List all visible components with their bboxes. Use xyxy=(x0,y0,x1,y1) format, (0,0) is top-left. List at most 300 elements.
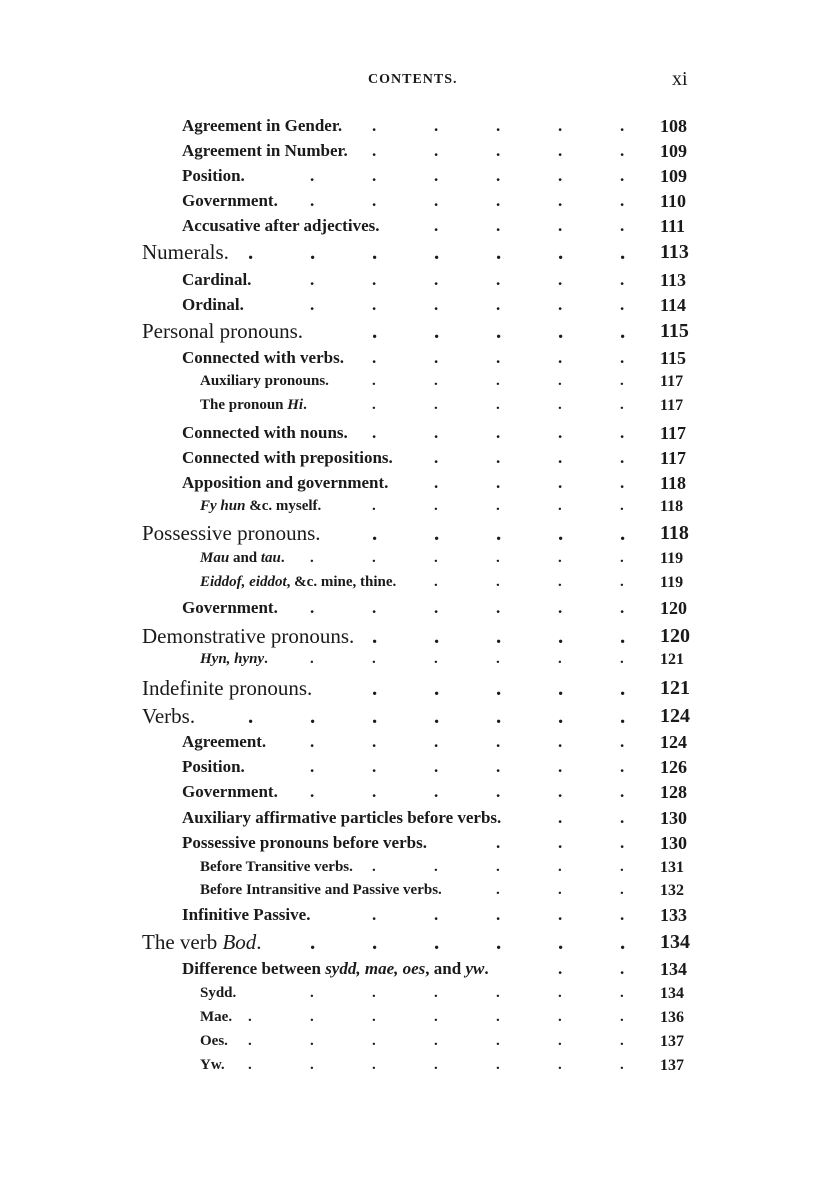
toc-entry-title-text: Before Transitive verbs. xyxy=(200,859,353,875)
toc-entry-title-italic: Fy hun xyxy=(200,498,246,514)
leader-dot: . xyxy=(496,986,500,1001)
leader-dot: . xyxy=(620,733,625,750)
leader-dot: . xyxy=(558,142,563,159)
toc-entry-title-text: Agreement. xyxy=(182,732,267,751)
leader-dot: . xyxy=(620,809,625,826)
toc-entry-title xyxy=(142,626,354,647)
toc-entry-title-italic: Hyn, hyny xyxy=(200,651,265,667)
toc-entry-title xyxy=(182,758,245,775)
leader-dot: . xyxy=(620,296,625,313)
leader-dot: . xyxy=(496,626,502,647)
leader-dot: . xyxy=(310,733,315,750)
leader-dot: . xyxy=(558,449,563,466)
toc-entry-page-number: 119 xyxy=(660,550,684,567)
leader-dot: . xyxy=(496,499,500,514)
leader-dot: . xyxy=(558,678,564,699)
leader-dot: . xyxy=(434,1034,438,1049)
leader-dot: . xyxy=(372,271,377,288)
leader-dot: . xyxy=(310,192,315,209)
leader-dot: . xyxy=(310,1034,314,1049)
leader-dot: . xyxy=(434,117,439,134)
leader-dot: . xyxy=(434,932,440,953)
leader-dot: . xyxy=(372,783,377,800)
toc-entry-title xyxy=(182,349,344,366)
toc-entry-title-text: Connected with prepositions. xyxy=(182,448,393,467)
leader-dot: . xyxy=(372,242,378,263)
leader-dot: . xyxy=(620,599,625,616)
leader-dot: . xyxy=(558,883,562,898)
toc-entry-page-number: 136 xyxy=(660,1009,684,1026)
leader-dot: . xyxy=(558,960,563,977)
toc-entry-title-italic: Eiddof, eiddot xyxy=(200,574,287,590)
leader-dot: . xyxy=(620,192,625,209)
leader-dot: . xyxy=(434,449,439,466)
leader-dot: . xyxy=(558,758,563,775)
toc-entry-title xyxy=(142,706,195,727)
toc-entry-title-text: Connected with nouns. xyxy=(182,423,348,442)
leader-dot: . xyxy=(372,296,377,313)
leader-dot: . xyxy=(620,575,624,590)
toc-entry-title xyxy=(200,1034,228,1049)
leader-dot: . xyxy=(248,1058,252,1073)
toc-entry-page-number: 109 xyxy=(660,141,687,161)
leader-dot: . xyxy=(496,117,501,134)
leader-dot: . xyxy=(372,626,378,647)
toc-entry-title xyxy=(182,449,393,466)
toc-entry-title xyxy=(142,932,262,953)
leader-dot: . xyxy=(620,271,625,288)
leader-dot: . xyxy=(372,349,377,366)
leader-dot: . xyxy=(496,374,500,389)
toc-entry-title-text: Possessive pronouns. xyxy=(142,521,321,545)
toc-entry-page-number: 128 xyxy=(660,782,687,802)
toc-entry-page-number: 118 xyxy=(660,498,684,515)
toc-entry-title-text: Government. xyxy=(182,598,278,617)
leader-dot: . xyxy=(372,499,376,514)
leader-dot: . xyxy=(496,551,500,566)
leader-dot: . xyxy=(496,192,501,209)
toc-entry-title xyxy=(182,783,278,800)
leader-dot: . xyxy=(496,1010,500,1025)
toc-entry-page-number: 130 xyxy=(660,808,687,828)
toc-entry-title xyxy=(182,906,310,923)
toc-entry-page-number: 117 xyxy=(660,448,687,468)
toc-entry-page-number: 117 xyxy=(660,373,684,390)
toc-entry-page-number: 137 xyxy=(660,1057,684,1074)
leader-dot: . xyxy=(372,678,378,699)
leader-dot: . xyxy=(496,575,500,590)
leader-dot: . xyxy=(558,523,564,544)
toc-entry-page-number: 113 xyxy=(660,241,689,263)
leader-dot: . xyxy=(620,523,626,544)
leader-dot: . xyxy=(496,271,501,288)
leader-dot: . xyxy=(620,678,626,699)
leader-dot: . xyxy=(434,1058,438,1073)
leader-dot: . xyxy=(620,117,625,134)
leader-dot: . xyxy=(558,652,562,667)
toc-entry-page-number: 124 xyxy=(660,732,687,752)
toc-entry-title-text: Agreement in Gender. xyxy=(182,116,343,135)
toc-entry-page-number: 118 xyxy=(660,522,689,544)
leader-dot: . xyxy=(434,296,439,313)
leader-dot: . xyxy=(496,474,501,491)
leader-dot: . xyxy=(558,860,562,875)
leader-dot: . xyxy=(620,217,625,234)
leader-dot: . xyxy=(372,1010,376,1025)
leader-dot: . xyxy=(310,551,314,566)
leader-dot: . xyxy=(434,758,439,775)
leader-dot: . xyxy=(372,321,378,342)
leader-dot: . xyxy=(248,1010,252,1025)
toc-entry-page-number: 114 xyxy=(660,295,687,315)
toc-entry-title-text: Indefinite pronouns. xyxy=(142,676,313,700)
leader-dot: . xyxy=(434,474,439,491)
leader-dot: . xyxy=(620,449,625,466)
leader-dot: . xyxy=(372,523,378,544)
leader-dot: . xyxy=(558,906,563,923)
leader-dot: . xyxy=(496,523,502,544)
leader-dot: . xyxy=(496,652,500,667)
toc-entry-title-text: Apposition and government. xyxy=(182,473,389,492)
leader-dot: . xyxy=(434,217,439,234)
leader-dot: . xyxy=(558,834,563,851)
leader-dot: . xyxy=(620,374,624,389)
toc-entry-title xyxy=(182,809,501,826)
leader-dot: . xyxy=(310,242,316,263)
leader-dot: . xyxy=(558,809,563,826)
toc-entry-title-italic: Bod xyxy=(222,930,257,954)
leader-dot: . xyxy=(434,523,440,544)
toc-entry-title-text: Position. xyxy=(182,166,245,185)
toc-entry-title-text: Accusative after adjectives. xyxy=(182,216,380,235)
toc-entry-page-number: 130 xyxy=(660,833,687,853)
leader-dot: . xyxy=(496,733,501,750)
leader-dot: . xyxy=(620,706,626,727)
toc-entry-title xyxy=(200,374,329,389)
toc-entry-title-text: Cardinal. xyxy=(182,270,252,289)
toc-entry-title-text: . xyxy=(303,397,307,413)
leader-dot: . xyxy=(496,349,501,366)
toc-entry-title xyxy=(200,1058,225,1073)
leader-dot: . xyxy=(620,626,626,647)
leader-dot: . xyxy=(372,192,377,209)
leader-dot: . xyxy=(434,706,440,727)
toc-entry-title-text: Oes. xyxy=(200,1033,228,1049)
toc-entry-title xyxy=(200,986,236,1001)
running-header-page-number: xi xyxy=(672,68,688,90)
leader-dot: . xyxy=(434,678,440,699)
toc-entry-page-number: 120 xyxy=(660,625,690,647)
leader-dot: . xyxy=(310,599,315,616)
toc-entry-title-text: Before Intransitive and Passive verbs. xyxy=(200,882,442,898)
toc-entry-title-text: . xyxy=(280,550,285,566)
leader-dot: . xyxy=(558,626,564,647)
toc-entry-page-number: 111 xyxy=(660,216,686,236)
toc-entry-title-italic: tau xyxy=(260,550,281,566)
leader-dot: . xyxy=(558,474,563,491)
leader-dot: . xyxy=(310,758,315,775)
leader-dot: . xyxy=(372,142,377,159)
leader-dot: . xyxy=(558,321,564,342)
leader-dot: . xyxy=(558,1010,562,1025)
toc-entry-title xyxy=(182,271,251,288)
leader-dot: . xyxy=(310,706,316,727)
leader-dot: . xyxy=(372,374,376,389)
toc-entry-title xyxy=(182,192,278,209)
leader-dot: . xyxy=(434,349,439,366)
leader-dot: . xyxy=(434,1010,438,1025)
toc-entry-page-number: 117 xyxy=(660,423,687,443)
toc-entry-title-text: , &c. mine, thine. xyxy=(286,574,397,590)
toc-entry-title-text: Infinitive Passive. xyxy=(182,905,311,924)
leader-dot: . xyxy=(248,706,254,727)
leader-dot: . xyxy=(558,167,563,184)
leader-dot: . xyxy=(434,599,439,616)
leader-dot: . xyxy=(558,932,564,953)
leader-dot: . xyxy=(620,906,625,923)
leader-dot: . xyxy=(496,449,501,466)
leader-dot: . xyxy=(434,733,439,750)
leader-dot: . xyxy=(434,192,439,209)
leader-dot: . xyxy=(620,1010,624,1025)
leader-dot: . xyxy=(496,217,501,234)
toc-entry-title-text: Auxiliary pronouns. xyxy=(200,373,329,389)
leader-dot: . xyxy=(248,1034,252,1049)
running-header-title: CONTENTS. xyxy=(368,72,458,87)
toc-entry-title-text: Difference between xyxy=(182,959,326,978)
leader-dot: . xyxy=(620,932,626,953)
toc-entry-title xyxy=(200,575,396,590)
toc-entry-page-number: 131 xyxy=(660,859,684,876)
toc-entry-title xyxy=(142,523,321,544)
toc-entry-title-text: Position. xyxy=(182,757,245,776)
leader-dot: . xyxy=(620,142,625,159)
toc-entry-title xyxy=(200,551,285,566)
leader-dot: . xyxy=(620,551,624,566)
leader-dot: . xyxy=(558,499,562,514)
toc-entry-title-text: Agreement in Number. xyxy=(182,141,348,160)
leader-dot: . xyxy=(434,499,438,514)
leader-dot: . xyxy=(620,349,625,366)
toc-entry-title-text: The pronoun xyxy=(200,397,288,413)
leader-dot: . xyxy=(620,424,625,441)
toc-entry-title-text: &c. myself. xyxy=(245,498,322,514)
toc-entry-page-number: 134 xyxy=(660,931,690,953)
leader-dot: . xyxy=(434,783,439,800)
toc-entry-title-text: Mae. xyxy=(200,1009,233,1025)
leader-dot: . xyxy=(620,398,624,413)
toc-entry-title-text: The verb xyxy=(142,930,223,954)
toc-entry-title xyxy=(200,1010,232,1025)
leader-dot: . xyxy=(620,1058,624,1073)
leader-dot: . xyxy=(620,242,626,263)
leader-dot: . xyxy=(372,1058,376,1073)
toc-entry-page-number: 110 xyxy=(660,191,687,211)
toc-entry-page-number: 121 xyxy=(660,677,690,699)
toc-entry-title-text: . xyxy=(256,930,262,954)
leader-dot: . xyxy=(434,374,438,389)
leader-dot: . xyxy=(434,424,439,441)
toc-entry-title-text: Ordinal. xyxy=(182,295,244,314)
toc-entry-title-text: Possessive pronouns before verbs. xyxy=(182,833,427,852)
leader-dot: . xyxy=(372,986,376,1001)
leader-dot: . xyxy=(558,349,563,366)
toc-entry-title xyxy=(182,117,342,134)
leader-dot: . xyxy=(372,117,377,134)
toc-entry-title xyxy=(200,652,268,667)
leader-dot: . xyxy=(434,986,438,1001)
toc-entry-title xyxy=(182,167,245,184)
leader-dot: . xyxy=(558,424,563,441)
toc-entry-title-text: Numerals. xyxy=(142,240,229,264)
toc-entry-page-number: 115 xyxy=(660,320,689,342)
leader-dot: . xyxy=(310,167,315,184)
leader-dot: . xyxy=(496,242,502,263)
leader-dot: . xyxy=(496,678,502,699)
toc-entry-title-text: , and xyxy=(425,959,466,978)
leader-dot: . xyxy=(372,652,376,667)
leader-dot: . xyxy=(496,599,501,616)
toc-entry-page-number: 109 xyxy=(660,166,687,186)
toc-entry-title-text: Yw. xyxy=(200,1057,225,1073)
leader-dot: . xyxy=(558,986,562,1001)
toc-entry-title-text: Demonstrative pronouns. xyxy=(142,624,355,648)
toc-entry-page-number: 133 xyxy=(660,905,687,925)
leader-dot: . xyxy=(496,706,502,727)
leader-dot: . xyxy=(434,167,439,184)
leader-dot: . xyxy=(372,1034,376,1049)
toc-entry-title-text: and xyxy=(229,550,261,566)
leader-dot: . xyxy=(372,932,378,953)
leader-dot: . xyxy=(496,783,501,800)
toc-entry-title xyxy=(182,474,388,491)
leader-dot: . xyxy=(310,986,314,1001)
leader-dot: . xyxy=(558,575,562,590)
leader-dot: . xyxy=(558,217,563,234)
leader-dot: . xyxy=(496,883,500,898)
leader-dot: . xyxy=(434,242,440,263)
toc-entry-page-number: 124 xyxy=(660,705,690,727)
leader-dot: . xyxy=(310,932,316,953)
leader-dot: . xyxy=(310,1010,314,1025)
leader-dot: . xyxy=(558,551,562,566)
toc-entry-page-number: 137 xyxy=(660,1033,684,1050)
leader-dot: . xyxy=(496,932,502,953)
leader-dot: . xyxy=(434,398,438,413)
leader-dot: . xyxy=(372,733,377,750)
leader-dot: . xyxy=(558,733,563,750)
leader-dot: . xyxy=(372,398,376,413)
leader-dot: . xyxy=(372,599,377,616)
leader-dot: . xyxy=(620,783,625,800)
toc-entry-title xyxy=(200,398,307,413)
leader-dot: . xyxy=(558,296,563,313)
leader-dot: . xyxy=(372,551,376,566)
leader-dot: . xyxy=(496,860,500,875)
leader-dot: . xyxy=(558,271,563,288)
toc-entry-title xyxy=(182,424,348,441)
leader-dot: . xyxy=(558,783,563,800)
leader-dot: . xyxy=(372,758,377,775)
toc-entry-title xyxy=(142,321,303,342)
toc-entry-title xyxy=(182,217,379,234)
leader-dot: . xyxy=(372,860,376,875)
toc-entry-title-text: Personal pronouns. xyxy=(142,319,303,343)
toc-entry-title-italic: sydd, mae, oes xyxy=(325,959,426,978)
toc-entry-title xyxy=(142,242,229,263)
toc-entry-page-number: 134 xyxy=(660,985,684,1002)
leader-dot: . xyxy=(434,906,439,923)
toc-entry-title xyxy=(182,733,266,750)
leader-dot: . xyxy=(310,652,314,667)
leader-dot: . xyxy=(434,142,439,159)
toc-entry-page-number: 117 xyxy=(660,397,684,414)
leader-dot: . xyxy=(496,321,502,342)
leader-dot: . xyxy=(558,1034,562,1049)
leader-dot: . xyxy=(496,1058,500,1073)
toc-entry-page-number: 108 xyxy=(660,116,687,136)
toc-entry-title-text: Sydd. xyxy=(200,985,237,1001)
leader-dot: . xyxy=(558,1058,562,1073)
toc-entry-title xyxy=(182,834,427,851)
leader-dot: . xyxy=(620,474,625,491)
toc-entry-title-text: Government. xyxy=(182,191,278,210)
leader-dot: . xyxy=(620,860,624,875)
leader-dot: . xyxy=(310,271,315,288)
leader-dot: . xyxy=(372,167,377,184)
toc-entry-page-number: 113 xyxy=(660,270,687,290)
toc-entry-title-italic: Mau xyxy=(200,550,230,566)
toc-entry-title xyxy=(182,142,348,159)
toc-entry-title xyxy=(200,883,442,898)
leader-dot: . xyxy=(558,599,563,616)
toc-entry-title xyxy=(182,296,244,313)
toc-entry-page-number: 121 xyxy=(660,651,684,668)
leader-dot: . xyxy=(434,321,440,342)
leader-dot: . xyxy=(620,652,624,667)
toc-entry-page-number: 120 xyxy=(660,598,687,618)
leader-dot: . xyxy=(248,242,254,263)
toc-entry-title-text: Auxiliary affirmative particles before verbs. xyxy=(182,808,502,827)
leader-dot: . xyxy=(558,242,564,263)
toc-entry-title xyxy=(142,678,312,699)
leader-dot: . xyxy=(620,834,625,851)
toc-entry-title-text: Government. xyxy=(182,782,278,801)
leader-dot: . xyxy=(496,834,501,851)
leader-dot: . xyxy=(620,1034,624,1049)
leader-dot: . xyxy=(620,986,624,1001)
toc-entry-title-text: Verbs. xyxy=(142,704,196,728)
leader-dot: . xyxy=(372,424,377,441)
toc-entry-page-number: 132 xyxy=(660,882,684,899)
leader-dot: . xyxy=(620,758,625,775)
toc-entry-title xyxy=(200,499,321,514)
leader-dot: . xyxy=(496,758,501,775)
leader-dot: . xyxy=(434,575,438,590)
toc-entry-page-number: 118 xyxy=(660,473,687,493)
leader-dot: . xyxy=(620,960,625,977)
leader-dot: . xyxy=(434,860,438,875)
leader-dot: . xyxy=(558,374,562,389)
toc-entry-title xyxy=(200,860,353,875)
leader-dot: . xyxy=(310,1058,314,1073)
leader-dot: . xyxy=(434,652,438,667)
leader-dot: . xyxy=(620,499,624,514)
leader-dot: . xyxy=(310,783,315,800)
leader-dot: . xyxy=(496,398,500,413)
toc-entry-page-number: 134 xyxy=(660,959,687,979)
leader-dot: . xyxy=(310,296,315,313)
